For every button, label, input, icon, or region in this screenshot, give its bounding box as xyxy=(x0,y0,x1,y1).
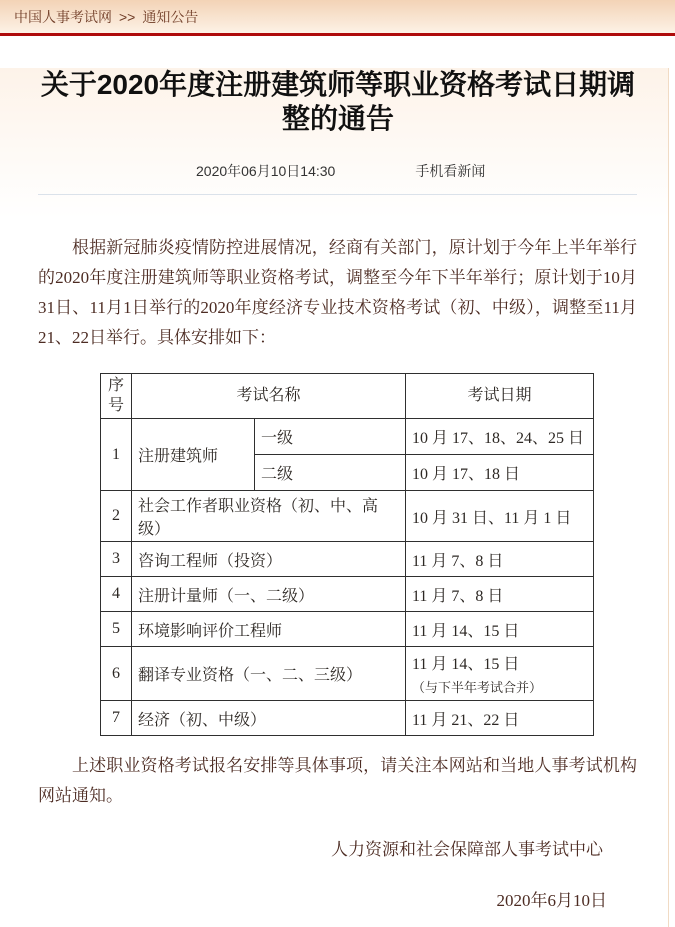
signature: 人力资源和社会保障部人事考试中心 xyxy=(331,840,603,859)
exam-date-text: 11 月 14、15 日 xyxy=(412,656,520,673)
exam-schedule-table xyxy=(100,373,594,736)
col-header-exam-date: 考试日期 xyxy=(406,374,594,419)
cell-exam-date: 10 月 17、18、24、25 日 xyxy=(406,419,594,455)
table-row xyxy=(101,701,594,736)
cell-no: 3 xyxy=(101,542,132,577)
cell-no: 5 xyxy=(101,612,132,647)
cell-exam-name: 社会工作者职业资格（初、中、高级） xyxy=(132,491,406,542)
page-title: 关于2020年度注册建筑师等职业资格考试日期调整的通告 xyxy=(40,69,636,134)
cell-exam-level: 一级 xyxy=(255,419,406,455)
table-row xyxy=(101,542,594,577)
cell-exam-date: 11 月 7、8 日 xyxy=(406,542,594,577)
col-header-no: 序号 xyxy=(101,374,132,419)
cell-exam-name: 咨询工程师（投资） xyxy=(132,542,406,577)
table-row xyxy=(101,647,594,701)
cell-no: 6 xyxy=(101,647,132,701)
cell-exam-date: 11 月 14、15 日 xyxy=(406,612,594,647)
col-header-exam-name: 考试名称 xyxy=(132,374,406,419)
table-row xyxy=(101,612,594,647)
table-row xyxy=(101,577,594,612)
cell-exam-date xyxy=(406,647,594,701)
mobile-news-link[interactable]: 手机看新闻 xyxy=(415,163,486,179)
breadcrumb xyxy=(0,0,675,33)
cell-exam-name: 经济（初、中级） xyxy=(132,701,406,736)
cell-exam-name: 环境影响评价工程师 xyxy=(132,612,406,647)
sign-date: 2020年6月10日 xyxy=(496,891,607,910)
article-meta xyxy=(38,161,637,181)
meta-divider xyxy=(38,194,637,195)
table-row xyxy=(101,419,594,455)
header-red-divider xyxy=(0,33,675,36)
closing-paragraph: 上述职业资格考试报名安排等具体事项，请关注本网站和当地人事考试机构网站通知。 xyxy=(38,756,637,805)
cell-exam-level: 二级 xyxy=(255,455,406,491)
cell-exam-date: 11 月 7、8 日 xyxy=(406,577,594,612)
exam-date-note: （与下半年考试合并） xyxy=(412,680,543,695)
cell-no: 1 xyxy=(101,419,132,491)
cell-exam-name: 注册计量师（一、二级） xyxy=(132,577,406,612)
article-sheet xyxy=(0,68,669,927)
breadcrumb-site-link[interactable]: 中国人事考试网 xyxy=(14,8,112,25)
cell-exam-name: 翻译专业资格（一、二、三级） xyxy=(132,647,406,701)
cell-exam-date: 11 月 21、22 日 xyxy=(406,701,594,736)
cell-exam-date: 10 月 17、18 日 xyxy=(406,455,594,491)
cell-no: 4 xyxy=(101,577,132,612)
cell-no: 2 xyxy=(101,491,132,542)
publish-time: 2020年06月10日14:30 xyxy=(196,163,336,179)
cell-no: 7 xyxy=(101,701,132,736)
breadcrumb-separator: >> xyxy=(119,8,136,25)
breadcrumb-section-link[interactable]: 通知公告 xyxy=(142,8,199,25)
intro-paragraph: 根据新冠肺炎疫情防控进展情况，经商有关部门，原计划于今年上半年举行的2020年度注册建筑师等职业资格考试，调整至今年下半年举行；原计划于10月31日、11月1日举行的2020年度经济专业技术资格考试（初、中级），调整至11月21、22日举行。具体安排如下： xyxy=(38,238,637,347)
table-row xyxy=(101,491,594,542)
cell-exam-name: 注册建筑师 xyxy=(132,419,255,491)
cell-exam-date: 10 月 31 日、11 月 1 日 xyxy=(406,491,594,542)
table-header-row xyxy=(101,374,594,419)
